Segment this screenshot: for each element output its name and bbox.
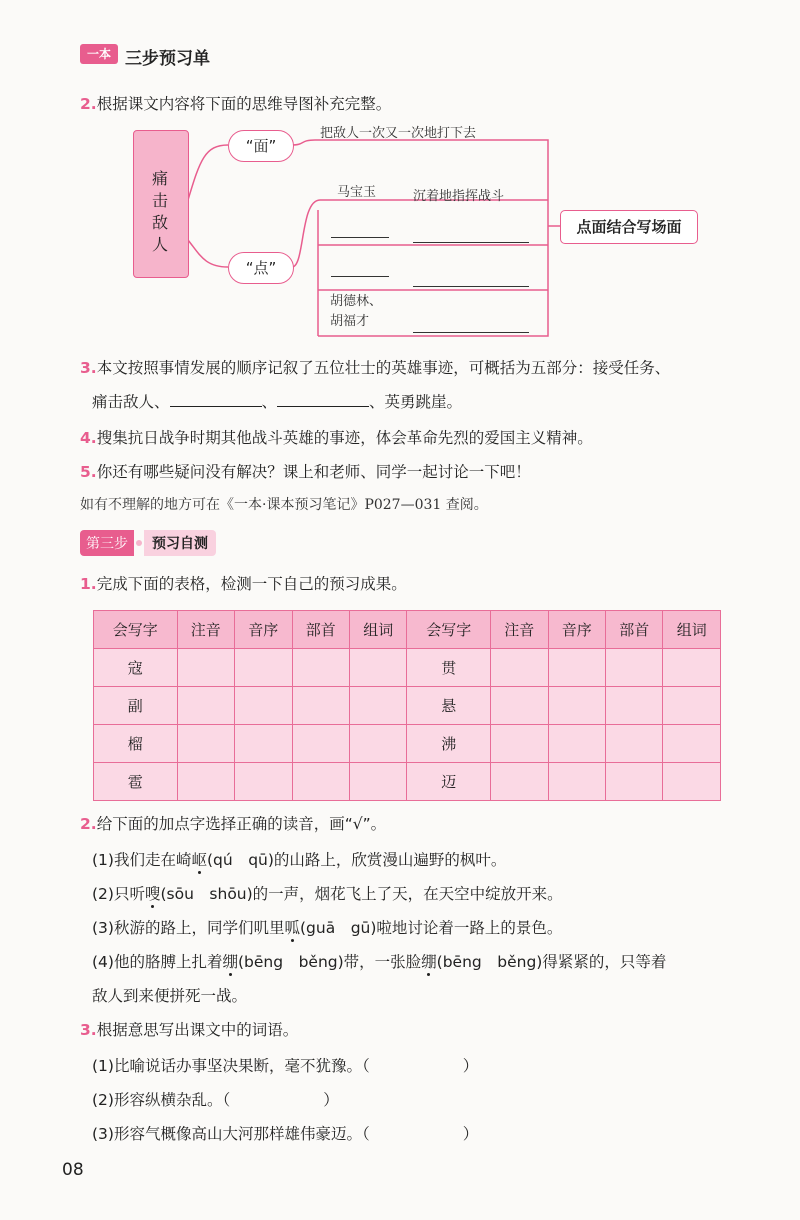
- answer-cell[interactable]: [349, 687, 406, 725]
- logo-text: 一本: [86, 47, 111, 61]
- answer-cell[interactable]: [177, 649, 234, 687]
- header-title: 三步预习单: [125, 49, 210, 69]
- answer-cell[interactable]: [605, 763, 662, 801]
- answer-cell[interactable]: [548, 763, 605, 801]
- answer-cell[interactable]: [177, 725, 234, 763]
- answer-cell[interactable]: [663, 687, 721, 725]
- idiom-item-1[interactable]: (1)比喻说话办事坚决果断，毫不犹豫。（ ）: [92, 1057, 479, 1075]
- face-note: 把敌人一次又一次地打下去: [320, 126, 477, 141]
- blank-action-4[interactable]: [413, 332, 529, 333]
- answer-cell[interactable]: [663, 763, 721, 801]
- step3-dot: [136, 540, 142, 546]
- idiom-item-2[interactable]: (2)形容纵横杂乱。（ ）: [92, 1091, 339, 1109]
- point-name-1: 马宝玉: [337, 185, 377, 200]
- question-5: 5.你还有哪些疑问没有解决？课上和老师、同学一起讨论一下吧！: [80, 463, 531, 481]
- answer-cell[interactable]: [292, 763, 349, 801]
- blank-action-3[interactable]: [413, 286, 529, 287]
- blank-name-3[interactable]: [331, 276, 389, 277]
- pinyin-item-3: (3)秋游的路上，同学们叽里呱(guā gū)啦地讨论着一路上的景色。: [92, 919, 563, 937]
- char-cell: 雹: [94, 763, 178, 801]
- answer-cell[interactable]: [292, 649, 349, 687]
- mind-map-lines: [0, 0, 800, 360]
- header-cell: 音序: [235, 611, 292, 649]
- char-cell: 寇: [94, 649, 178, 687]
- answer-cell[interactable]: [548, 687, 605, 725]
- answer-cell[interactable]: [235, 649, 292, 687]
- branch-point: “点”: [228, 252, 294, 284]
- selftest-2: 2.给下面的加点字选择正确的读音，画“√”。: [80, 815, 387, 833]
- char-cell: 副: [94, 687, 178, 725]
- answer-cell[interactable]: [663, 649, 721, 687]
- answer-cell[interactable]: [491, 763, 548, 801]
- answer-cell[interactable]: [663, 725, 721, 763]
- table-row: [94, 687, 721, 725]
- point-name-last: 胡德林、胡福才: [330, 294, 383, 329]
- char-cell: 榴: [94, 725, 178, 763]
- answer-cell[interactable]: [349, 763, 406, 801]
- selftest-3: 3.根据意思写出课文中的词语。: [80, 1021, 299, 1039]
- table-header-row: [94, 611, 721, 649]
- answer-cell[interactable]: [605, 687, 662, 725]
- mind-map-conclusion: 点面结合写场面: [560, 210, 698, 244]
- branch-face: “面”: [228, 130, 294, 162]
- char-cell: 贯: [407, 649, 491, 687]
- point-action-1: 沉着地指挥战斗: [413, 189, 505, 204]
- blank-part-4[interactable]: [277, 406, 369, 407]
- answer-cell[interactable]: [605, 649, 662, 687]
- selftest-1: 1.完成下面的表格，检测一下自己的预习成果。: [80, 575, 407, 593]
- answer-cell[interactable]: [292, 687, 349, 725]
- answer-cell[interactable]: [349, 725, 406, 763]
- answer-cell[interactable]: [491, 725, 548, 763]
- reference-note: 如有不理解的地方可在《一本·课本预习笔记》P027—031 查阅。: [80, 497, 488, 513]
- header-cell: 会写字: [407, 611, 491, 649]
- char-cell: 迈: [407, 763, 491, 801]
- question-2: 2.根据课文内容将下面的思维导图补充完整。: [80, 95, 392, 113]
- blank-part-3[interactable]: [170, 406, 262, 407]
- header-cell: 部首: [605, 611, 662, 649]
- table-row: [94, 649, 721, 687]
- answer-cell[interactable]: [605, 725, 662, 763]
- pinyin-item-2: (2)只听嗖(sōu shōu)的一声，烟花飞上了天，在天空中绽放开来。: [92, 885, 563, 903]
- header-cell: 音序: [548, 611, 605, 649]
- header-cell: 会写字: [94, 611, 178, 649]
- header-cell: 注音: [177, 611, 234, 649]
- answer-cell[interactable]: [235, 687, 292, 725]
- table-row: [94, 763, 721, 801]
- char-cell: 悬: [407, 687, 491, 725]
- pinyin-item-4: (4)他的胳膊上扎着绷(bēng běng)带，一张脸绷(bēng běng)得紧紧的，只等着: [92, 953, 667, 971]
- step3-title: 预习自测: [144, 530, 216, 556]
- answer-cell[interactable]: [292, 725, 349, 763]
- question-3-line2: 痛击敌人、 、 、英勇跳崖。: [92, 393, 463, 411]
- question-4: 4.搜集抗日战争时期其他战斗英雄的事迹，体会革命先烈的爱国主义精神。: [80, 429, 593, 447]
- page-number: 08: [62, 1160, 84, 1180]
- answer-cell[interactable]: [235, 725, 292, 763]
- answer-cell[interactable]: [491, 649, 548, 687]
- answer-cell[interactable]: [235, 763, 292, 801]
- mind-map-root-label: 痛击敌人: [151, 169, 168, 254]
- header-cell: 部首: [292, 611, 349, 649]
- step3-label: 第三步: [80, 530, 134, 556]
- answer-cell[interactable]: [548, 725, 605, 763]
- idiom-item-3[interactable]: (3)形容气概像高山大河那样雄伟豪迈。（ ）: [92, 1125, 479, 1143]
- char-cell: 沸: [407, 725, 491, 763]
- header-cell: 组词: [349, 611, 406, 649]
- answer-cell[interactable]: [177, 687, 234, 725]
- answer-cell[interactable]: [548, 649, 605, 687]
- answer-cell[interactable]: [177, 763, 234, 801]
- answer-cell[interactable]: [349, 649, 406, 687]
- header-cell: 组词: [663, 611, 721, 649]
- blank-action-2[interactable]: [413, 242, 529, 243]
- pinyin-item-1: (1)我们走在崎岖(qú qū)的山路上，欣赏漫山遍野的枫叶。: [92, 851, 507, 869]
- answer-cell[interactable]: [491, 687, 548, 725]
- pinyin-item-4-cont: 敌人到来便拼死一战。: [92, 987, 248, 1005]
- header-cell: 注音: [491, 611, 548, 649]
- table-row: [94, 725, 721, 763]
- question-3: 3.本文按照事情发展的顺序记叙了五位壮士的英雄事迹，可概括为五部分：接受任务、: [80, 359, 671, 377]
- preview-table: [93, 610, 721, 801]
- blank-name-2[interactable]: [331, 237, 389, 238]
- step3-banner: [80, 530, 216, 556]
